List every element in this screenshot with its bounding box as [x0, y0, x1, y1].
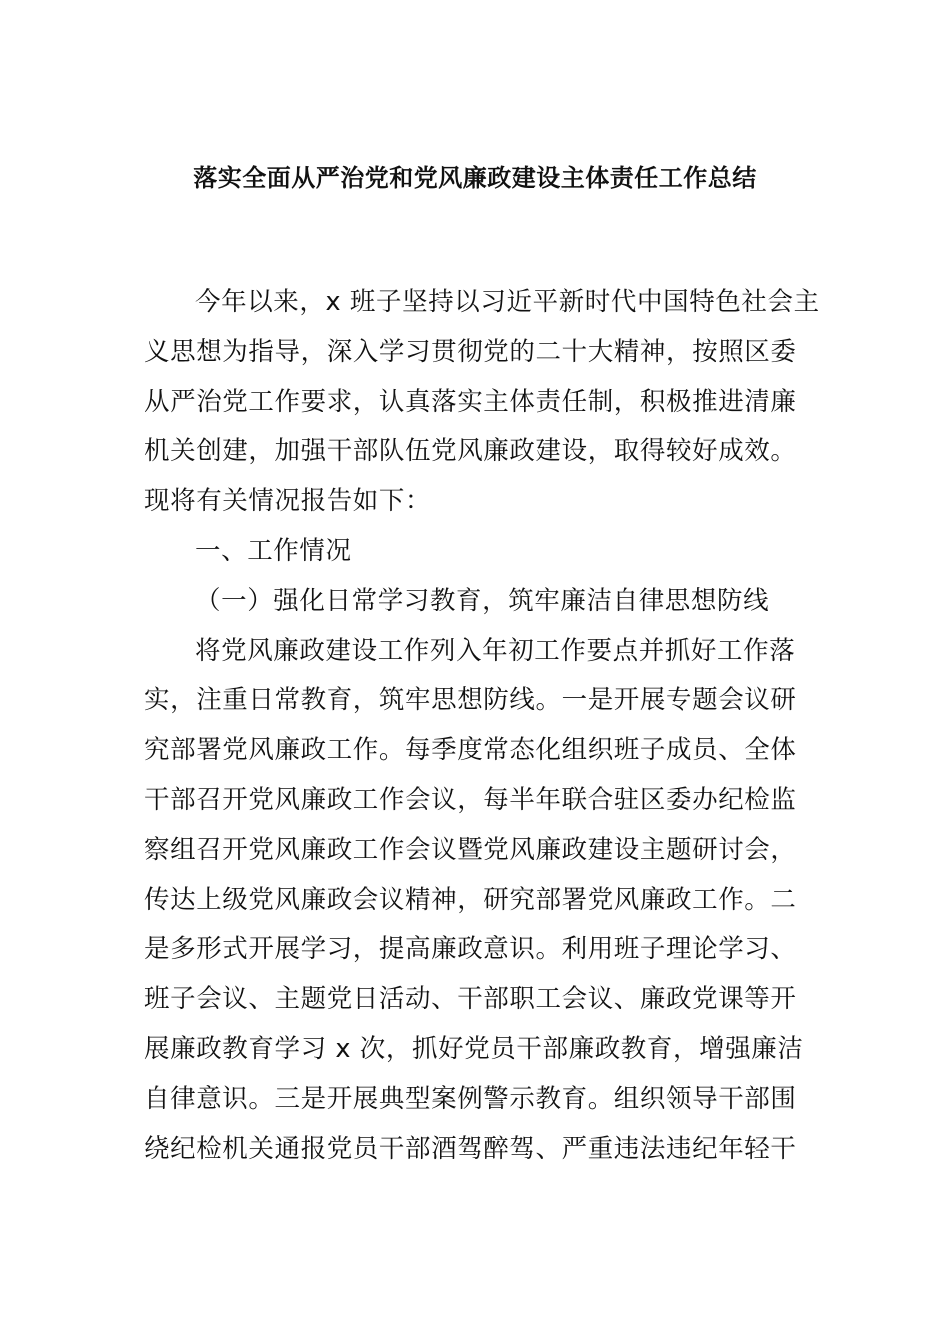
paragraph-line: 绕纪检机关通报党员干部酒驾醉驾、严重违法违纪年轻干: [144, 1133, 797, 1164]
paragraph-line: 自律意识。三是开展典型案例警示教育。组织领导干部围: [144, 1083, 797, 1114]
paragraph-line: 义思想为指导，深入学习贯彻党的二十大精神，按照区委: [144, 336, 797, 367]
paragraph-line: 察组召开党风廉政工作会议暨党风廉政建设主题研讨会，: [144, 834, 797, 865]
paragraph-line: 究部署党风廉政工作。每季度常态化组织班子成员、全体: [144, 735, 797, 766]
paragraph-line: 实，注重日常教育，筑牢思想防线。一是开展专题会议研: [144, 685, 797, 716]
document-title: 落实全面从严治党和党风廉政建设主体责任工作总结: [193, 164, 757, 192]
paragraph-line: 展廉政教育学习 x 次，抓好党员干部廉政教育，增强廉洁: [144, 1033, 804, 1064]
paragraph-line: 将党风廉政建设工作列入年初工作要点并抓好工作落: [195, 635, 796, 666]
paragraph-line: 干部召开党风廉政工作会议，每半年联合驻区委办纪检监: [144, 784, 797, 815]
subsection-heading: （一）强化日常学习教育，筑牢廉洁自律思想防线: [195, 585, 770, 616]
document-body: [144, 278, 820, 1174]
section-heading: 一、工作情况: [195, 535, 352, 566]
paragraph-line: 今年以来，x 班子坚持以习近平新时代中国特色社会主: [195, 287, 820, 317]
paragraph-line: 机关创建，加强干部队伍党风廉政建设，取得较好成效。: [144, 436, 797, 467]
paragraph-line: 是多形式开展学习，提高廉政意识。利用班子理论学习、: [144, 934, 797, 965]
paragraph-line: 传达上级党风廉政会议精神，研究部署党风廉政工作。二: [144, 884, 797, 915]
paragraph-line: 班子会议、主题党日活动、干部职工会议、廉政党课等开: [144, 984, 797, 1015]
paragraph-line: 从严治党工作要求，认真落实主体责任制，积极推进清廉: [144, 386, 797, 417]
paragraph-line: 现将有关情况报告如下：: [144, 486, 432, 517]
